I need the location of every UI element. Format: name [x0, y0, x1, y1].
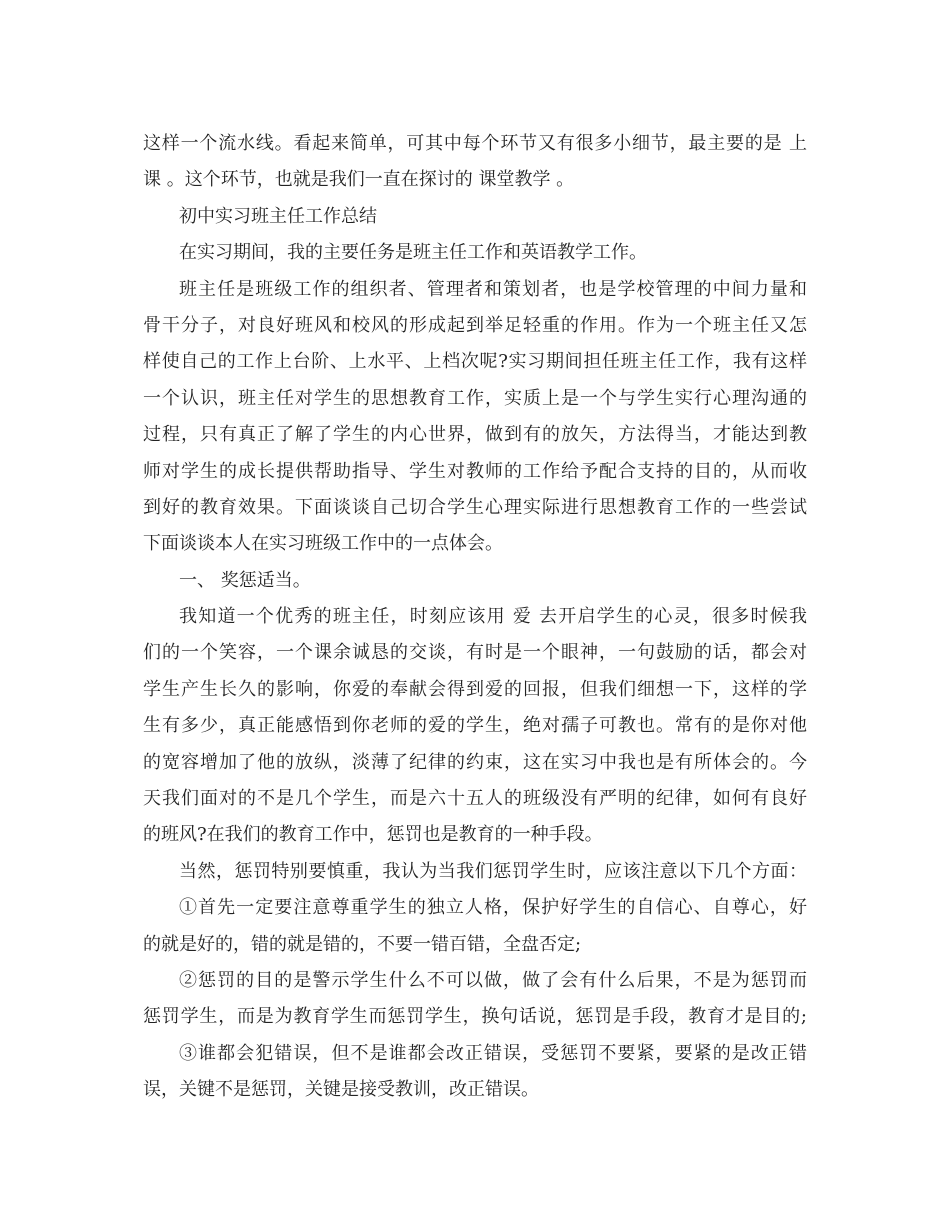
text-line: 初中实习班主任工作总结 [179, 205, 377, 227]
text-line: 一个认识，班主任对学生的思想教育工作，实质上是一个与学生实行心理沟通的 [143, 387, 807, 409]
text-line: 们的一个笑容，一个课余诚恳的交谈，有时是一个眼神，一句鼓励的话，都会对 [143, 642, 807, 664]
text-line: 下面谈谈本人在实习班级工作中的一点体会。 [143, 533, 503, 555]
text-line: 学生产生长久的影响，你爱的奉献会得到爱的回报，但我们细想一下，这样的学 [143, 678, 807, 700]
text-line: 师对学生的成长提供帮助指导、学生对教师的工作给予配合支持的目的，从而收 [143, 460, 807, 482]
text-line: 误，关键不是惩罚，关键是接受教训，改正错误。 [143, 1079, 539, 1101]
text-line: ①首先一定要注意尊重学生的独立人格，保护好学生的自信心、自尊心，好 [179, 897, 807, 919]
text-line: 骨干分子，对良好班风和校风的形成起到举足轻重的作用。作为一个班主任又怎 [143, 314, 807, 336]
text-line: 班主任是班级工作的组织者、管理者和策划者，也是学校管理的中间力量和 [179, 278, 807, 300]
text-line: 课 。这个环节，也就是我们一直在探讨的 课堂教学 。 [143, 169, 575, 191]
text-line: ③谁都会犯错误，但不是谁都会改正错误，受惩罚不要紧，要紧的是改正错 [179, 1042, 807, 1064]
text-line: 的就是好的，错的就是错的，不要一错百错，全盘否定; [143, 933, 582, 955]
text-line: 样使自己的工作上台阶、上水平、上档次呢?实习期间担任班主任工作，我有这样 [143, 351, 807, 373]
text-line: 我知道一个优秀的班主任，时刻应该用 爱 去开启学生的心灵，很多时候我 [179, 606, 807, 628]
text-line: 一、 奖惩适当。 [179, 569, 311, 591]
text-line: 的班风?在我们的教育工作中，惩罚也是教育的一种手段。 [143, 824, 603, 846]
text-line: 在实习期间，我的主要任务是班主任工作和英语教学工作。 [179, 242, 647, 264]
text-line: ②惩罚的目的是警示学生什么不可以做，做了会有什么后果，不是为惩罚而 [179, 969, 807, 991]
text-line: 的宽容增加了他的放纵，淡薄了纪律的约束，这在实习中我也是有所体会的。今 [143, 751, 807, 773]
document-body [143, 126, 807, 1109]
text-line: 过程，只有真正了解了学生的内心世界，做到有的放矢，方法得当，才能达到教 [143, 424, 807, 446]
text-line: 惩罚学生，而是为教育学生而惩罚学生，换句话说，惩罚是手段，教育才是目的; [143, 1006, 807, 1028]
text-line: 生有多少，真正能感悟到你老师的爱的学生，绝对孺子可教也。常有的是你对他 [143, 715, 807, 737]
text-line: 天我们面对的不是几个学生，而是六十五人的班级没有严明的纪律，如何有良好 [143, 788, 807, 810]
text-line: 到好的教育效果。下面谈谈自己切合学生心理实际进行思想教育工作的一些尝试 [143, 496, 807, 518]
text-line: 当然，惩罚特别要慎重，我认为当我们惩罚学生时，应该注意以下几个方面： [179, 860, 807, 882]
text-line: 这样一个流水线。看起来简单，可其中每个环节又有很多小细节，最主要的是 上 [143, 133, 807, 154]
